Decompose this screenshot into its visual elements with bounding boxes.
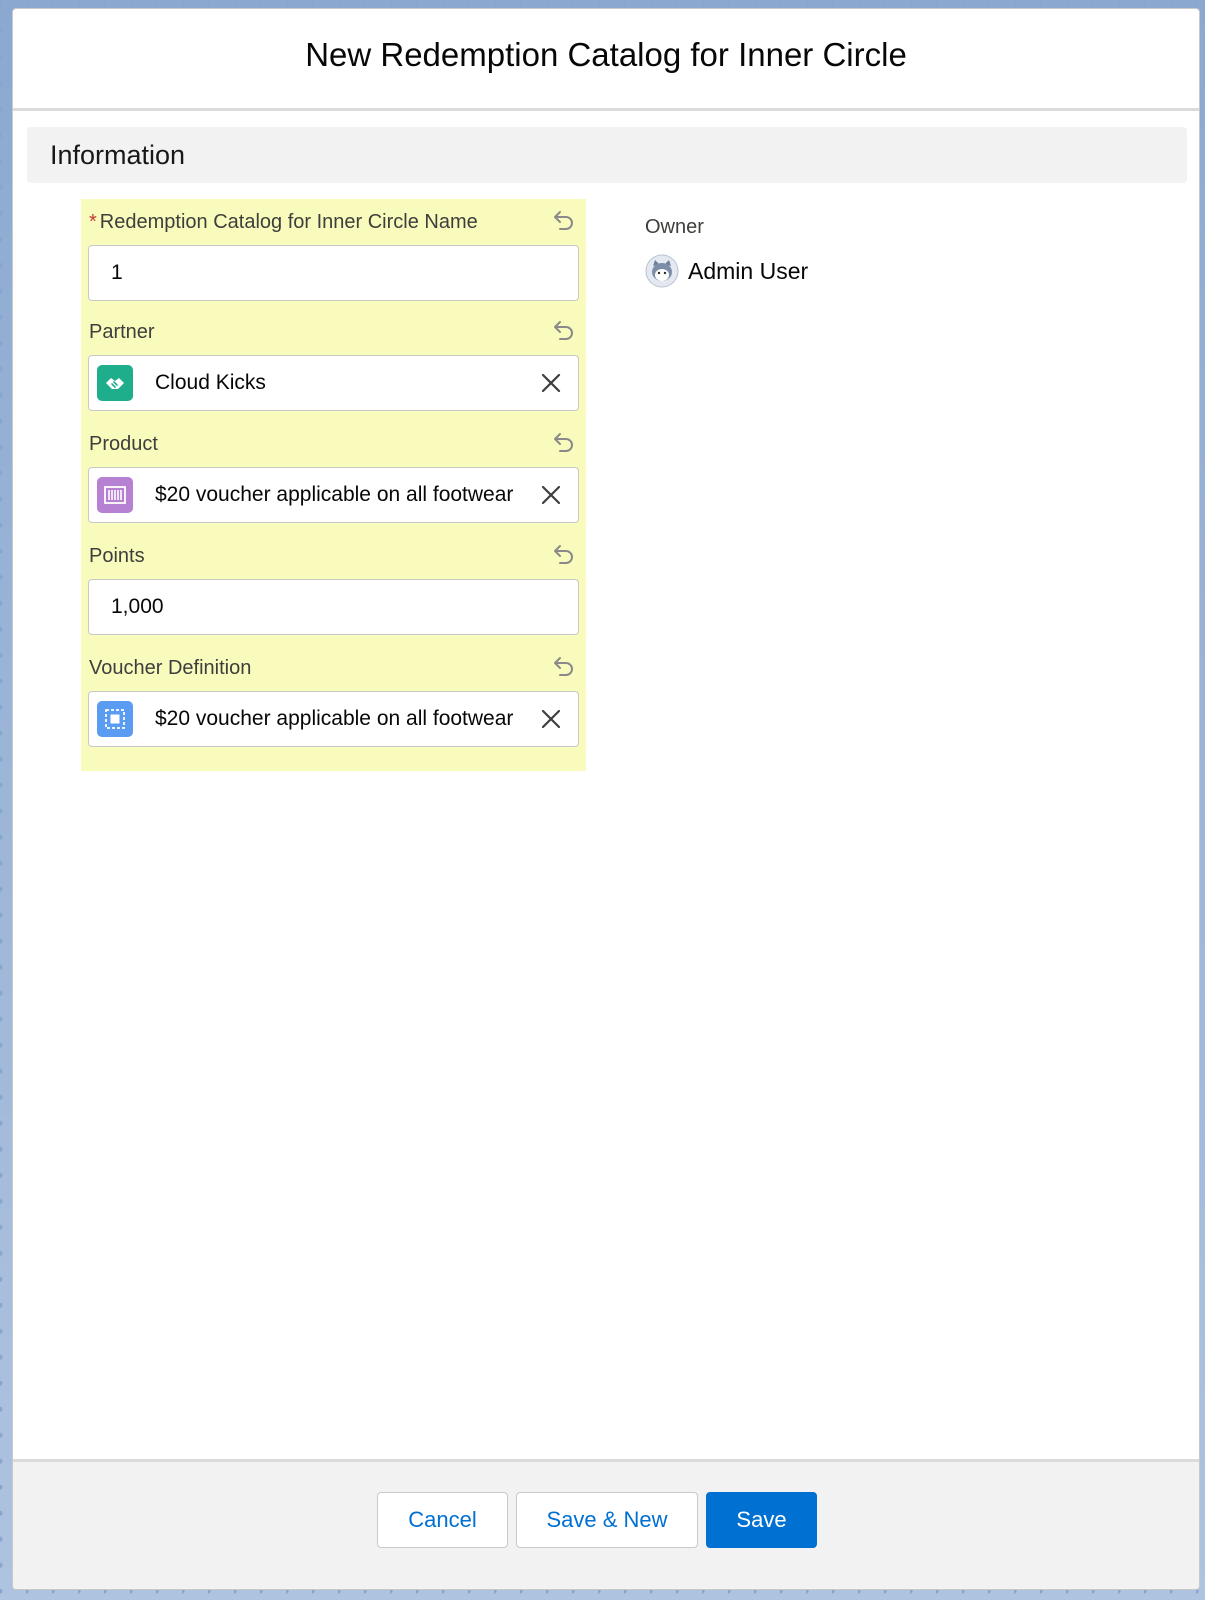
product-lookup[interactable] [88,467,579,523]
name-input[interactable] [88,245,579,301]
user-avatar-icon [645,254,679,288]
points-field [81,535,586,645]
save-and-new-button[interactable]: Save & New [516,1492,698,1548]
partner-field-label: Partner [89,321,155,343]
clear-selection-icon[interactable] [538,370,564,396]
section-header-information[interactable] [27,127,1187,183]
voucher-definition-field [81,647,586,767]
points-field-label: Points [89,545,145,567]
undo-icon[interactable] [550,429,576,455]
undo-icon[interactable] [550,207,576,233]
name-field [81,199,586,309]
voucher-definition-field-label: Voucher Definition [89,657,252,679]
points-input-value: 1,000 [111,595,164,618]
voucher-definition-icon [97,701,133,737]
save-button[interactable]: Save [706,1492,817,1548]
partner-lookup[interactable] [88,355,579,411]
clear-selection-icon[interactable] [538,482,564,508]
undo-icon[interactable] [550,653,576,679]
product-field-label: Product [89,433,158,455]
owner-label: Owner [645,216,704,238]
edited-fields-column [81,199,586,771]
product-lookup-value: $20 voucher applicable on all footwear [155,483,514,506]
modal-footer [13,1459,1199,1589]
owner-name-link[interactable]: Admin User [688,257,809,284]
undo-icon[interactable] [550,317,576,343]
undo-icon[interactable] [550,541,576,567]
required-marker: * [89,211,97,233]
points-input[interactable] [88,579,579,635]
product-field [81,423,586,533]
product-barcode-icon [97,477,133,513]
modal-title: New Redemption Catalog for Inner Circle [305,35,907,73]
owner-value [645,253,808,289]
name-field-label [89,211,478,234]
modal-header [13,9,1199,111]
clear-selection-icon[interactable] [538,706,564,732]
section-title: Information [50,139,186,170]
new-record-modal [12,8,1200,1590]
voucher-definition-lookup-value: $20 voucher applicable on all footwear [155,707,514,730]
name-field-label-text: Redemption Catalog for Inner Circle Name [99,211,478,233]
voucher-definition-lookup[interactable] [88,691,579,747]
partner-field [81,311,586,421]
name-input-value: 1 [111,261,123,284]
partner-handshake-icon [97,365,133,401]
partner-lookup-value: Cloud Kicks [155,371,266,394]
cancel-button[interactable]: Cancel [377,1492,508,1548]
